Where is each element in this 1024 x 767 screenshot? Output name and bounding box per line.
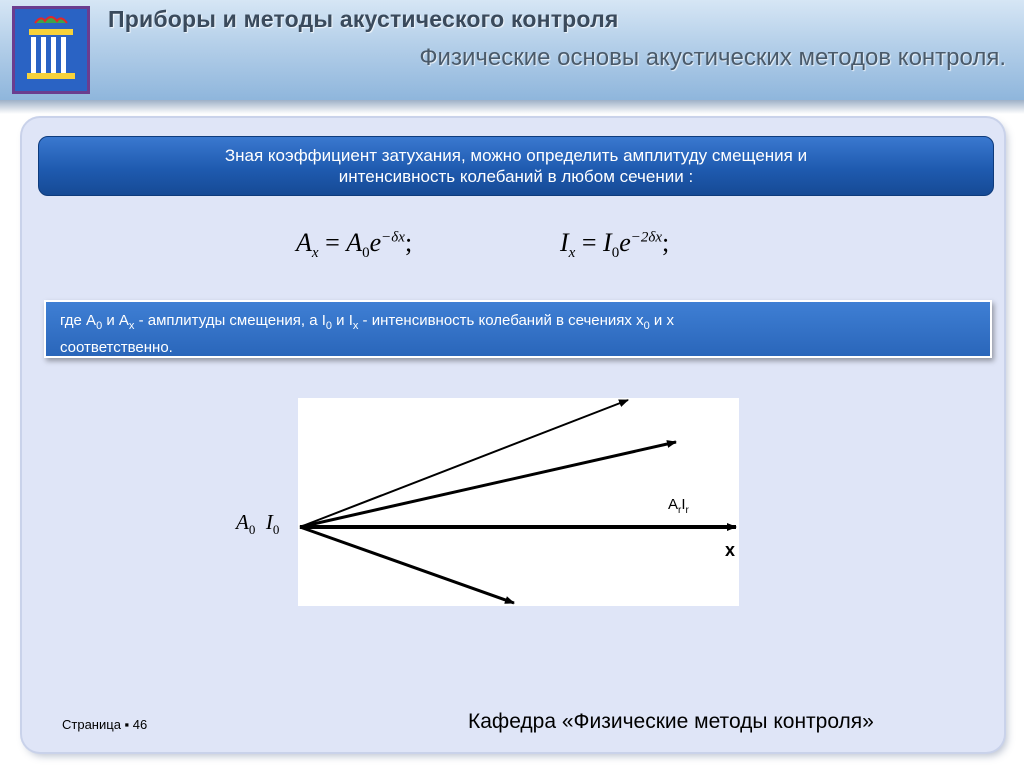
intro-line-2: интенсивность колебаний в любом сечении : xyxy=(338,167,694,186)
bullet-icon: ▪ xyxy=(124,717,130,732)
formula-intensity xyxy=(560,228,669,262)
arrow-label-a-sub: r xyxy=(678,505,682,516)
formula-amplitude xyxy=(296,228,412,262)
def-sub-4: x xyxy=(352,320,359,332)
def-text-1: где А xyxy=(60,312,97,329)
f2-end: ; xyxy=(662,228,670,257)
def-sub-2: x xyxy=(128,320,135,332)
def-text-2: и А xyxy=(102,312,129,329)
arrow-label-i-sub: r xyxy=(685,505,689,516)
f1-eq: = xyxy=(318,228,347,257)
arrow-label-a: A xyxy=(668,496,679,513)
logo-emblem-icon xyxy=(15,9,87,91)
origin-a-sub: 0 xyxy=(248,522,256,538)
header-shadow xyxy=(0,100,1024,114)
origin-i-sub: 0 xyxy=(272,522,280,538)
f2-lhs: I xyxy=(560,228,569,257)
f1-end: ; xyxy=(404,228,413,257)
def-sub-1: 0 xyxy=(96,320,103,332)
def-text-5: - интенсивность колебаний в сечениях x xyxy=(358,312,644,329)
f1-exp-base: e xyxy=(369,228,382,257)
def-text-3: - амплитуды смещения, а I xyxy=(134,312,326,329)
origin-i: I xyxy=(265,510,273,534)
origin-a: A xyxy=(236,510,249,534)
vector-lower xyxy=(300,527,514,603)
page-number: 46 xyxy=(132,717,148,732)
axis-x-label: x xyxy=(725,540,736,560)
intro-line-1: Зная коэффициент затухания, можно определить амплитуду смещения и xyxy=(224,146,808,165)
f2-exp: −2δx xyxy=(630,229,662,246)
arrow-label-i: I xyxy=(681,496,686,513)
definitions-box xyxy=(44,300,992,358)
page-label: Страница xyxy=(62,717,121,732)
f1-rhs-sub: 0 xyxy=(362,245,370,262)
def-sub-5: 0 xyxy=(643,320,650,332)
def-text-6: и x xyxy=(649,312,674,329)
page-number-footer xyxy=(62,717,147,732)
intro-box xyxy=(38,136,994,196)
f1-exp: −δx xyxy=(381,229,405,246)
page-title: Приборы и методы акустического контроля xyxy=(108,6,619,32)
definitions-line-2: соответственно. xyxy=(60,339,173,356)
department-footer: Кафедра «Физические методы контроля» xyxy=(468,710,874,733)
f1-lhs: A xyxy=(296,228,312,257)
f2-eq: = xyxy=(575,228,604,257)
f2-rhs: I xyxy=(603,228,612,257)
f1-rhs: A xyxy=(346,228,363,257)
f2-lhs-sub: x xyxy=(568,245,576,262)
definitions-line-1 xyxy=(60,310,980,337)
def-text-4: и I xyxy=(332,312,353,329)
arrow-label xyxy=(668,496,689,516)
def-sub-3: 0 xyxy=(325,320,332,332)
origin-label xyxy=(236,510,279,538)
f1-lhs-sub: x xyxy=(311,245,319,262)
page-subtitle: Физические основы акустических методов контроля. xyxy=(419,44,1006,71)
university-logo xyxy=(12,6,90,94)
f2-rhs-sub: 0 xyxy=(611,245,620,262)
f2-exp-base: e xyxy=(619,228,631,257)
